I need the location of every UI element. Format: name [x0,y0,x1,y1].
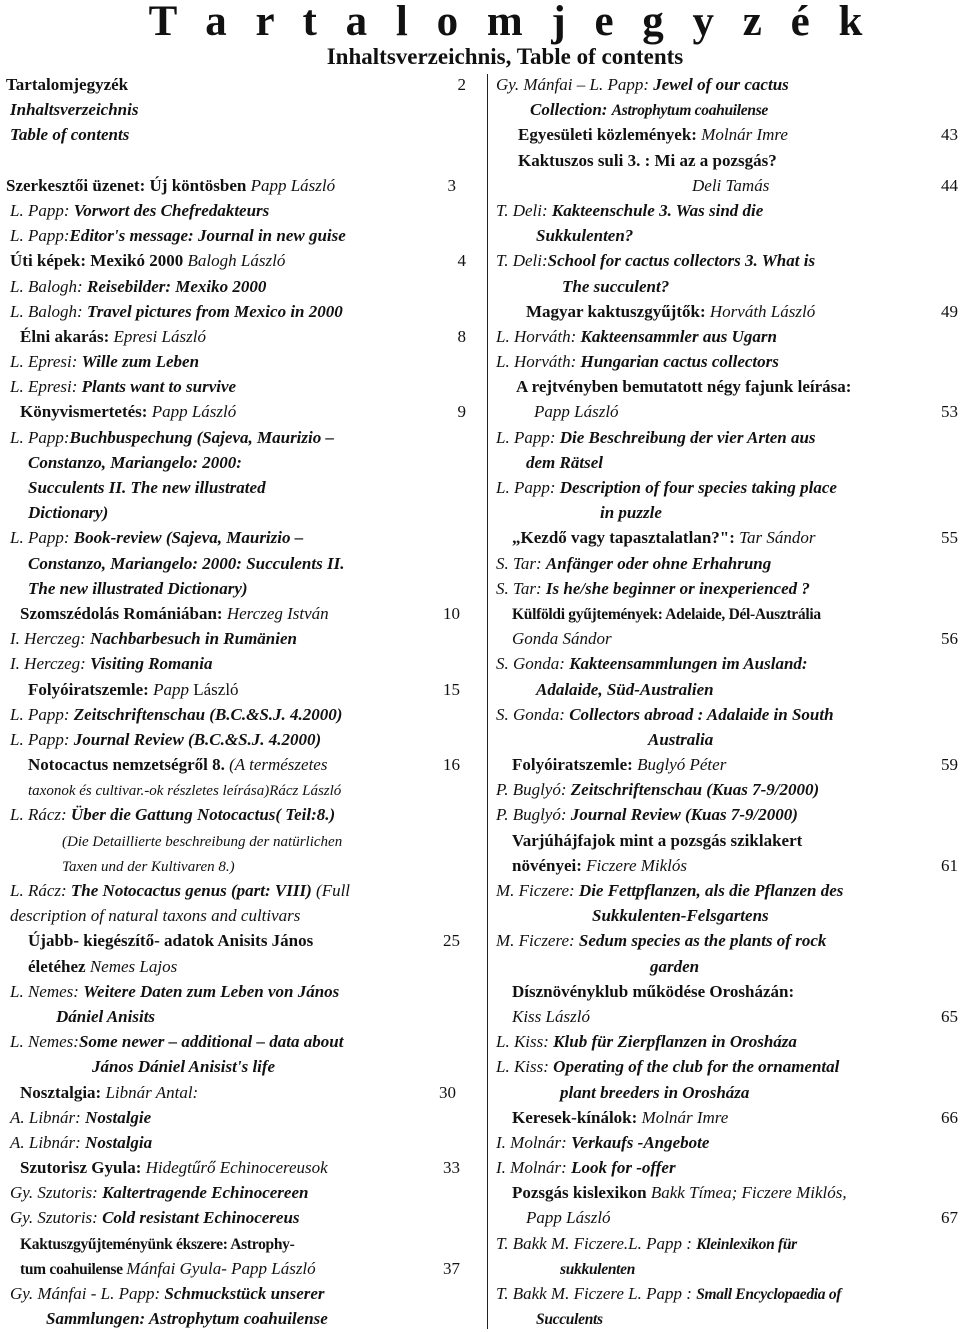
toc-entry-text: L. Papp: [10,528,74,548]
toc-entry-text: S. Tar: [496,578,546,598]
toc-entry-text: Élni akarás: [20,326,114,346]
toc-entry-text: L. Rácz: [10,881,71,900]
toc-entry-text: I. Molnár: [496,1132,572,1152]
toc-entry-line [496,475,958,500]
toc-entry-text: I. Herczeg: [10,629,91,649]
toc-entry-line [496,727,958,752]
toc-entry-text: A. Libnár: [10,1107,86,1127]
toc-entry-line [6,1306,466,1331]
toc-entry-text: Verkaufs -Angebote [571,1132,710,1152]
toc-entry-line [6,198,466,223]
toc-entry-text: Szerkesztői üzenet: Új köntösben [6,175,251,195]
toc-entry-line [6,802,466,827]
toc-entry-text: garden [650,956,700,976]
page-number: 15 [443,679,460,699]
toc-entry-line [496,1256,958,1281]
toc-entry-text: Some newer – additional – data about [78,1032,344,1052]
toc-entry-line [496,72,958,97]
toc-entry-line [496,374,958,399]
toc-entry-text: Sukkulenten-Felsgartens [592,906,769,926]
toc-entry-text: S. Gonda: [496,704,570,724]
toc-entry-text: Mánfai Gyula- Papp László [126,1258,316,1278]
toc-entry-line [496,1054,958,1079]
toc-entry-text: L. Horváth: [496,352,581,372]
toc-entry-text: „Kezdő vagy tapasztalatlan?": [512,528,740,548]
toc-entry-text: életéhez [28,956,90,976]
toc-entry-line [496,1029,958,1054]
toc-entry-line [496,777,958,802]
toc-entry-text: Travel pictures from Mexico in 2000 [86,301,343,321]
toc-entry-text: Kakteensammlungen im Ausland: [569,654,808,674]
toc-entry-text: Bakk Tímea; Ficzere Miklós, [650,1183,847,1203]
toc-entry-line [496,677,958,702]
toc-entry-text: The Notocactus genus (part: VIII) [70,881,317,900]
page-number: 67 [941,1208,958,1228]
toc-entry-text: L. Epresi: [10,352,82,372]
toc-entry-text: Papp László [526,1208,611,1228]
toc-entry-text: Die Fettpflanzen, als die Pflanzen des [578,881,844,900]
toc-entry-text: Varjúhájfajok mint a pozsgás sziklakert [512,830,803,850]
toc-entry-text: Horváth László [709,301,816,321]
toc-entry-line [6,349,466,374]
toc-entry-text: T. Bakk M. Ficzere L. Papp : [496,1284,697,1303]
toc-entry-text: Klub für Zierpflanzen in Orosháza [553,1032,797,1052]
toc-entry-line [496,248,958,273]
toc-entry-text: Hungarian cactus collectors [580,352,779,372]
toc-entry-text: A. Libnár: [10,1132,86,1152]
toc-entry-line [496,979,958,1004]
toc-entry-text: plant breeders in Orosháza [560,1082,750,1102]
toc-entry-text: T. Deli: [496,251,548,271]
page-number: 3 [447,175,456,195]
toc-entry-text: P. Buglyó: [496,805,571,825]
toc-entry-text: Book-review (Sajeva, Maurizio – [73,528,304,548]
toc-entry-text: L. Nemes: [10,1032,79,1052]
toc-entry-line [6,324,466,349]
page-number: 10 [443,603,460,623]
toc-entry-text: Cold resistant Echinocereus [102,1208,300,1228]
toc-entry-line [496,1105,958,1130]
toc-entry-line [496,525,958,550]
page-title: T a r t a l o m j e g y z é k [148,0,872,45]
toc-entry-line [496,828,958,853]
toc-entry-text: Papp László [534,402,619,422]
toc-entry-line [6,677,466,702]
toc-entry-text: The new illustrated Dictionary) [28,578,248,598]
toc-entry-line [6,1205,466,1230]
toc-entry-line [496,702,958,727]
toc-entry-line [496,425,958,450]
toc-entry-line [496,802,958,827]
toc-entry-text: Die Beschreibung der vier Arten aus [559,427,816,447]
toc-entry-line [6,651,466,676]
toc-entry-text: S. Tar: [496,553,546,573]
toc-entry-line [496,1180,958,1205]
toc-entry-line [496,1205,958,1230]
toc-entry-text: Kaktuszgyűjteményünk ékszere: Astrophy- [20,1235,295,1253]
toc-entry-text: Journal Review (B.C.&S.J. 4.2000) [73,729,322,749]
toc-entry-text: L. Kiss: [496,1057,554,1077]
toc-entry-text: The succulent? [562,276,670,296]
toc-entry-line [6,1155,466,1180]
toc-entry-text: Gonda Sándor [512,629,612,649]
toc-entry-text: M. Ficzere: [496,881,579,900]
toc-entry-text: Libnár Antal: [105,1082,199,1102]
toc-entry-text: Epresi László [113,326,206,346]
page-number: 33 [443,1158,460,1178]
toc-entry-text: L. Papp: [496,427,560,447]
toc-entry-line [6,1054,466,1079]
toc-entry-line [496,903,958,928]
toc-entry-line [6,752,466,777]
toc-entry-line [496,198,958,223]
toc-entry-text: Nosztalgia: [20,1082,106,1102]
toc-entry-text: Pozsgás kislexikon [512,1183,651,1203]
toc-entry-line [6,853,466,878]
toc-entry-text: Is he/she beginner or inexperienced ? [545,578,810,598]
toc-entry-text: Adalaide, Süd-Australien [536,679,714,699]
toc-entry-line [496,752,958,777]
toc-left-column [6,72,466,1331]
page-number: 65 [941,1006,958,1026]
toc-entry-text: Australia [648,729,714,749]
toc-entry-text: Dániel Anisits [56,1006,156,1026]
toc-entry-text: L. Papp: [10,729,74,749]
page-subtitle: Inhaltsverzeichnis, Table of contents [326,44,684,69]
toc-entry-text: Buglyó Péter [637,755,727,775]
toc-entry-text: Deli Tamás [692,175,770,195]
toc-entry-text: tum coahuilense [20,1260,127,1278]
toc-entry-text: taxonok és cultivar.-ok részletes leírása)Rácz László [28,783,342,800]
page-number: 9 [457,402,466,422]
toc-entry-text: (Die Detaillierte beschreibung der natürlichen [62,833,343,850]
toc-entry-text: Nemes Lajos [89,956,178,976]
page-number: 2 [457,75,466,94]
toc-entry-text: L. Nemes: [10,981,84,1001]
toc-entry-line [6,500,466,525]
toc-entry-text: I. Molnár: [496,1158,572,1178]
toc-entry-text: Dísznövényklub működése Orosházán: [512,981,795,1001]
toc-entry-text: Visiting Romania [90,654,213,674]
toc-entry-text: L. Papp: [10,200,74,220]
toc-entry-line [496,551,958,576]
toc-entry-text: Ficzere Miklós [586,855,688,875]
toc-entry-text: Balogh László [187,251,286,271]
toc-entry-line [496,223,958,248]
toc-entry-text: Buchbuspechung (Sajeva, Maurizio – [69,427,334,447]
toc-entry-text: Magyar kaktuszgyűjtők: [526,301,710,321]
toc-entry-text: L. Balogh: [10,276,87,296]
toc-entry-text: L. Papp: [10,226,70,246]
toc-entry-line [6,299,466,324]
toc-entry-text: (A természetes [229,755,328,775]
toc-entry-line [496,122,958,147]
toc-entry-text: Anfänger oder ohne Erhahrung [545,553,772,573]
toc-entry-text: Plants want to survive [81,377,237,397]
toc-entry-text: Dictionary) [28,503,109,523]
toc-entry-text: M. Ficzere: [496,931,579,951]
toc-entry-text: Über die Gattung Notocactus( Teil:8.) [70,805,336,825]
page-number: 61 [941,855,958,875]
toc-entry-text: Operating of the club for the ornamental [553,1057,840,1077]
toc-entry-line [6,954,466,979]
toc-entry-text: Sedum species as the plants of rock [578,931,827,951]
page-number: 55 [941,528,958,548]
toc-entry-line [496,97,958,122]
toc-entry-text: Kakteenschule 3. Was sind die [551,200,764,220]
toc-entry-text: Zeitschriftenschau (Kuas 7-9/2000) [570,780,820,800]
toc-entry-line [6,425,466,450]
toc-entry-line [6,903,466,928]
toc-entry-text: Kaltertragende Echinocereen [102,1183,309,1203]
toc-entry-text: Külföldi gyűjtemények: Adelaide, Dél-Ausztrália [512,605,821,623]
toc-entry-line [6,601,466,626]
toc-entry-text: Tartalomjegyzék [6,75,129,94]
page-number: 44 [941,175,958,195]
toc-entry-line [496,1155,958,1180]
page-number: 56 [941,629,958,649]
toc-entry-line [496,651,958,676]
toc-entry-text: Újabb- kiegészítő- adatok Anisits János [28,931,314,951]
toc-entry-text: Papp [153,679,194,699]
toc-entry-text: Kakteensammler aus Ugarn [580,326,778,346]
toc-entry-text: Journal Review (Kuas 7-9/2000) [570,805,798,825]
toc-entry-line [6,727,466,752]
toc-entry-text: in puzzle [600,503,662,523]
toc-entry-text: Papp László [250,175,336,195]
toc-entry-text: dem Rätsel [526,452,603,472]
column-divider [487,74,488,1329]
toc-entry-line [6,1281,466,1306]
toc-entry-text: Papp László [151,402,237,422]
toc-entry-text: Molnár Imre [701,125,788,145]
toc-entry-text: Szutorisz Gyula: [20,1158,146,1178]
toc-entry-text: A rejtvényben bemutatott négy fajunk leírása: [516,377,852,397]
toc-entry-text: Collection: [530,100,612,120]
toc-entry-text: növényei: [512,855,587,875]
toc-entry-line [6,97,466,122]
toc-entry-text: Kiss László [512,1006,590,1026]
page-number: 25 [443,931,460,951]
toc-entry-line [496,399,958,424]
page-number: 30 [439,1082,456,1102]
toc-entry-line [6,551,466,576]
toc-entry-text: Constanzo, Mariangelo: 2000: Succulents II. [28,553,345,573]
toc-entry-line [496,349,958,374]
toc-entry-text: L. Papp: [10,704,74,724]
toc-entry-text: Notocactus nemzetségről 8. [28,755,230,775]
toc-entry-text: T. Deli: [496,200,552,220]
toc-entry-text: Description of four species taking place [559,478,837,497]
toc-entry-line [6,1004,466,1029]
toc-entry-text: Astrophytum coahuilense [611,102,769,120]
toc-entry-text: Taxen und der Kultivaren 8.) [62,858,235,875]
toc-entry-line [496,500,958,525]
toc-entry-line [496,1231,958,1256]
toc-entry-line [6,702,466,727]
toc-entry-line [496,1004,958,1029]
toc-entry-text: Weitere Daten zum Leben von János [83,981,340,1001]
toc-entry-text: Reisebilder: Mexiko 2000 [86,276,267,296]
toc-entry-text: L. Balogh: [10,301,87,321]
toc-entry-line [6,928,466,953]
toc-entry-text: Sammlungen: Astrophytum coahuilense [46,1309,328,1329]
toc-entry-line [6,399,466,424]
toc-right-column [496,72,958,1331]
toc-entry-text: Tar Sándor [739,528,816,548]
toc-entry-line [496,928,958,953]
toc-entry-text: Editor's message: Journal in new guise [69,226,346,246]
toc-entry-line [6,1080,466,1105]
page-number: 53 [941,402,958,422]
toc-entry-text: Hidegtűrő Echinocereusok [145,1158,328,1178]
toc-entry-text: L. Papp: [10,427,70,447]
toc-entry-line [6,878,466,903]
toc-entry-text: Inhaltsverzeichnis [10,100,139,120]
page-number: 66 [941,1107,958,1127]
toc-entry-text: Table of contents [10,125,130,145]
toc-entry-text: L. Papp: [496,478,560,497]
toc-entry-text: S. Gonda: [496,654,570,674]
toc-entry-text: Keresek-kínálok: [512,1107,642,1127]
toc-entry-line [6,475,466,500]
toc-entry-text: Look for -offer [571,1158,676,1178]
toc-entry-text: T. Bakk M. Ficzere.L. Papp : [496,1233,697,1253]
toc-entry-line [6,576,466,601]
toc-entry-line [496,626,958,651]
toc-entry-line [496,601,958,626]
toc-entry-text: Succulents II. The new illustrated [28,478,266,497]
toc-entry-line [6,148,466,173]
toc-entry-text: P. Buglyó: [496,780,571,800]
page-number: 8 [457,326,466,346]
toc-entry-line [6,122,466,147]
toc-entry-line [496,173,958,198]
toc-entry-text: Gy. Mánfai - L. Papp: [10,1284,165,1303]
toc-entry-text: L. Horváth: [496,326,581,346]
toc-entry-text: Molnár Imre [641,1107,729,1127]
toc-entry-line [6,1256,466,1281]
toc-entry-text: Egyesületi közlemények: [518,125,702,145]
toc-entry-text: Szomszédolás Romániában: [20,603,227,623]
toc-entry-line [6,525,466,550]
toc-entry-text: Herczeg István [226,603,329,623]
toc-entry-text: I. Herczeg: [10,654,91,674]
toc-entry-line [6,777,466,802]
toc-entry-text: Constanzo, Mariangelo: 2000: [28,452,242,472]
toc-entry-text: Small Encyclopaedia of [696,1286,842,1303]
toc-entry-line [496,576,958,601]
toc-entry-line [496,450,958,475]
toc-entry-text: Gy. Mánfai – L. Papp: [496,75,654,94]
page-number: 16 [443,755,460,775]
page-number: 43 [941,125,958,145]
page-number: 59 [941,755,958,775]
toc-entry-line [6,248,466,273]
page-number: 4 [457,251,466,271]
toc-entry-text: Vorwort des Chefredakteurs [73,200,270,220]
toc-entry-text: School for cactus collectors 3. What is [547,251,816,271]
toc-entry-text: Gy. Szutoris: [10,1183,103,1203]
toc-entry-text: Jewel of our cactus [653,75,789,94]
page-number: 37 [443,1258,460,1278]
toc-entry-text: Nostalgia [85,1132,153,1152]
toc-entry-text: sukkulenten [560,1260,636,1278]
toc-entry-text: L. Rácz: [10,805,71,825]
toc-entry-text: L. Kiss: [496,1032,554,1052]
toc-entry-line [496,299,958,324]
toc-entry-text: Gy. Szutoris: [10,1208,103,1228]
toc-entry-text: Sukkulenten? [536,226,634,246]
toc-entry-line [496,148,958,173]
toc-entry-line [6,223,466,248]
toc-entry-text: László [193,679,239,699]
toc-entry-line [6,828,466,853]
toc-entry-text: Úti képek: Mexikó 2000 [10,251,188,271]
toc-entry-line [6,979,466,1004]
toc-entry-text: Folyóiratszemle: [512,755,638,775]
page-header [0,0,960,70]
toc-entry-line [6,1130,466,1155]
page-number: 49 [941,301,958,321]
toc-entry-line [6,1029,466,1054]
toc-entry-line [496,954,958,979]
toc-entry-text: Collectors abroad : Adalaide in South [569,704,834,724]
toc-entry-line [496,1306,958,1331]
toc-entry-text: Nachbarbesuch in Rumänien [90,629,297,649]
toc-entry-line [6,1180,466,1205]
toc-entry-line [496,1281,958,1306]
toc-entry-text: János Dániel Anisist's life [92,1057,276,1077]
toc-entry-text: Nostalgie [85,1107,152,1127]
toc-entry-text: Könyvismertetés: [20,402,152,422]
toc-entry-line [6,173,466,198]
toc-entry-line [6,274,466,299]
toc-entry-text: Folyóiratszemle: [28,679,154,699]
toc-entry-text: Succulents [536,1311,603,1329]
toc-entry-line [496,853,958,878]
toc-entry-line [6,1105,466,1130]
toc-entry-line [496,1080,958,1105]
toc-entry-line [6,374,466,399]
toc-entry-line [6,450,466,475]
toc-entry-text: Zeitschriftenschau (B.C.&S.J. 4.2000) [73,704,343,724]
toc-entry-text: (Full [316,881,351,900]
toc-entry-line [496,324,958,349]
toc-entry-line [6,1231,466,1256]
toc-entry-text: Schmuckstück unserer [164,1284,325,1303]
toc-entry-text: Kleinlexikon für [696,1235,797,1253]
toc-entry-line [496,1130,958,1155]
toc-entry-text: description of natural taxons and cultivars [10,906,301,926]
toc-entry-text: L. Epresi: [10,377,82,397]
toc-entry-line [496,878,958,903]
toc-entry-text: Kaktuszos suli 3. : Mi az a pozsgás? [518,150,777,170]
toc-entry-line [6,626,466,651]
toc-entry-line [496,274,958,299]
toc-entry-text: Wille zum Leben [81,352,200,372]
toc-entry-line [6,72,466,97]
